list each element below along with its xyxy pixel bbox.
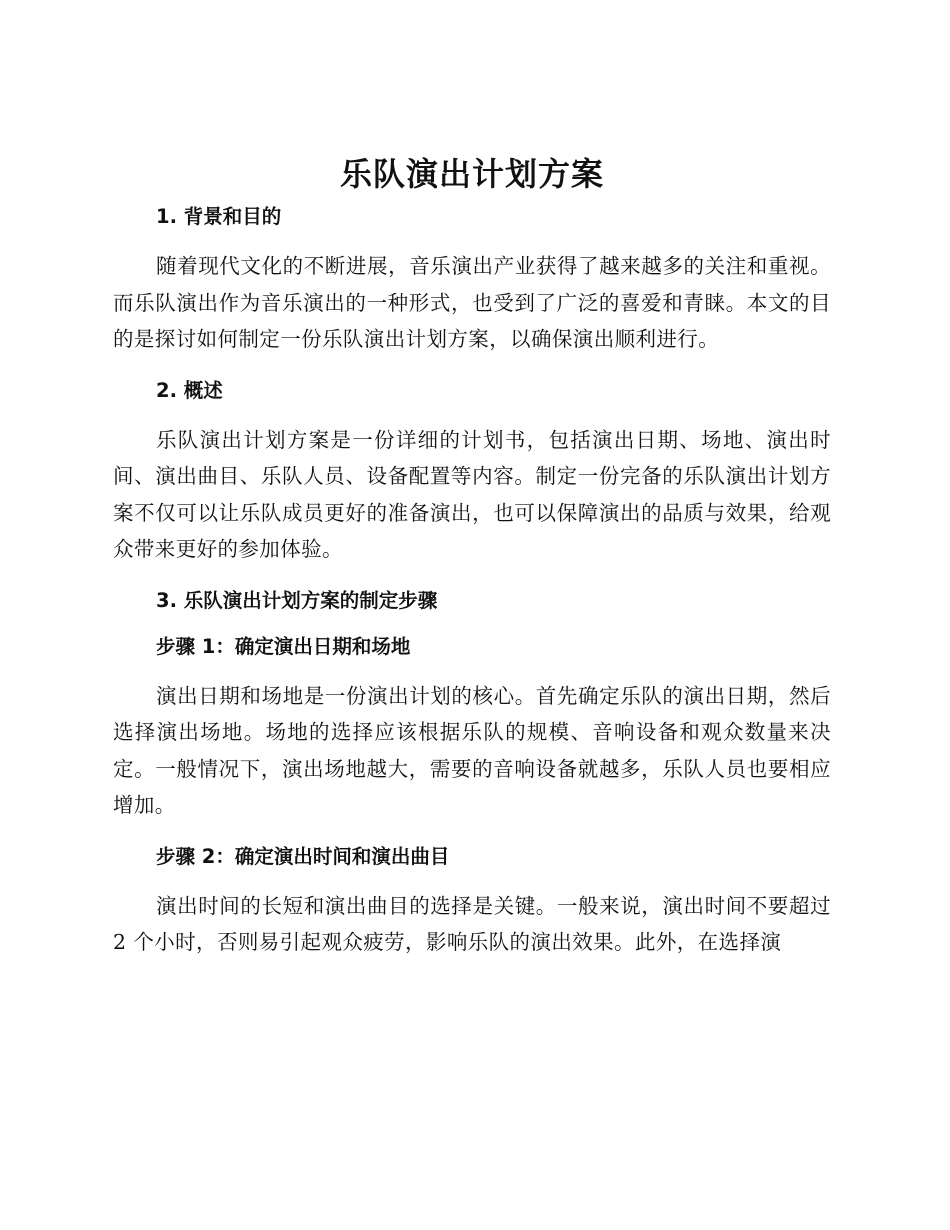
section-heading-background: 1. 背景和目的 [156, 205, 282, 228]
document-body [113, 148, 831, 979]
document-title: 乐队演出计划方案 [339, 155, 604, 193]
step-2-paragraph: 演出时间的长短和演出曲目的选择是关键。一般来说，演出时间不要超过 2 个小时，否则易引起观众疲劳，影响乐队的演出效果。此外，在选择演 [113, 893, 831, 954]
section-heading-overview: 2. 概述 [156, 378, 223, 402]
section-paragraph-overview: 乐队演出计划方案是一份详细的计划书，包括演出日期、场地、演出时间、演出曲目、乐队人员、设备配置等内容。制定一份完备的乐队演出计划方案不仅可以让乐队成员更好的准备演出，也可以保障演出的品质与效果，给观众带来更好的参加体验。 [113, 427, 831, 561]
section-heading-steps: 3. 乐队演出计划方案的制定步骤 [156, 588, 438, 612]
section-paragraph-background: 随着现代文化的不断进展，音乐演出产业获得了越来越多的关注和重视。而乐队演出作为音乐演出的一种形式，也受到了广泛的喜爱和青睐。本文的目的是探讨如何制定一份乐队演出计划方案，以确保演出顺利进行。 [113, 254, 831, 351]
step-1-paragraph: 演出日期和场地是一份演出计划的核心。首先确定乐队的演出日期，然后选择演出场地。场地的选择应该根据乐队的规模、音响设备和观众数量来决定。一般情况下，演出场地越大，需要的音响设备就越多，乐队人员也要相应增加。 [113, 683, 831, 817]
step-1-heading: 步骤 1：确定演出日期和场地 [156, 634, 411, 658]
step-2-heading: 步骤 2：确定演出时间和演出曲目 [156, 844, 450, 868]
